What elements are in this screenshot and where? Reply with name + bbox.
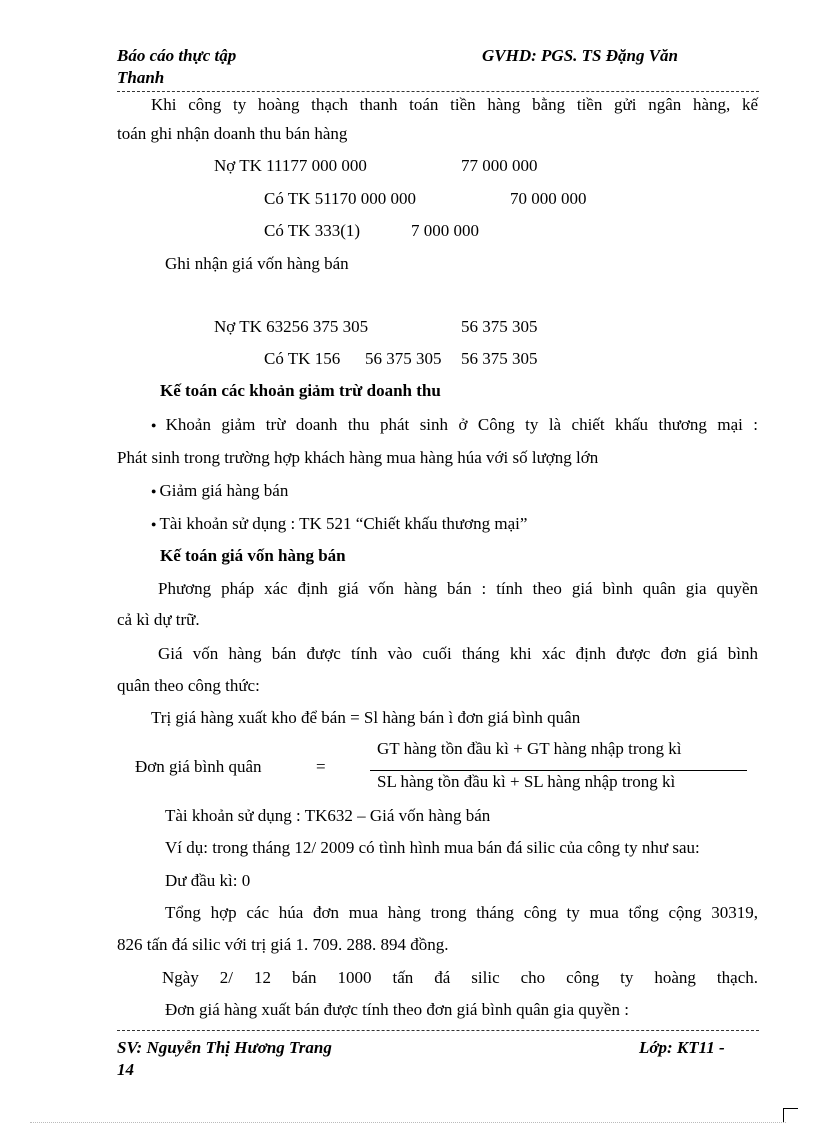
bullet-item	[151, 415, 758, 435]
paragraph-line: Giá vốn hàng bán được tính vào cuối tháng khi xác định được đơn giá bình	[158, 644, 758, 663]
paragraph-line: Phương pháp xác định giá vốn hàng bán : tính theo giá bình quân gia quyền	[158, 579, 758, 598]
bullet-item	[151, 514, 527, 534]
section-heading: Kế toán giá vốn hàng bán	[160, 546, 346, 565]
journal-amount: 56 375 305	[461, 349, 538, 368]
journal-debit: Nợ TK 11177 000 000	[214, 156, 367, 175]
paragraph-line: Dư đầu kì: 0	[165, 871, 251, 890]
header-report-title-cont: Thanh	[117, 68, 165, 87]
page-corner-mark	[783, 1108, 798, 1123]
header-supervisor: GVHD: PGS. TS Đặng Văn	[482, 46, 679, 65]
paragraph-line: toán ghi nhận doanh thu bán hàng	[117, 124, 348, 143]
journal-credit: Có TK 333(1)	[264, 221, 361, 240]
footer-divider	[117, 1030, 759, 1031]
bullet-text: Giảm giá hàng bán	[159, 481, 289, 500]
header-divider	[117, 91, 759, 92]
journal-amount: 56 375 305	[365, 349, 442, 368]
section-heading: Kế toán các khoản giảm trừ doanh thu	[160, 381, 441, 400]
paragraph-line: Ví dụ: trong tháng 12/ 2009 có tình hình mua bán đá silic của công ty như sau:	[165, 838, 700, 857]
paragraph-line: Ngày 2/ 12 bán 1000 tấn đá silic cho công ty hoàng thạch.	[162, 968, 758, 987]
journal-credit: Có TK 156	[264, 349, 341, 368]
journal-amount: 70 000 000	[510, 189, 587, 208]
bullet-text: Tài khoản sử dụng : TK 521 “Chiết khấu thương mại”	[159, 514, 528, 533]
formula-label: Đơn giá bình quân	[135, 757, 262, 776]
formula-numerator: GT hàng tồn đầu kì + GT hàng nhập trong kì	[377, 739, 682, 758]
bullet-text: Khoản giảm trừ doanh thu phát sinh ở Công ty là chiết khấu thương mại :	[165, 415, 758, 434]
paragraph-line: Trị giá hàng xuất kho để bán = Sl hàng bán ì đơn giá bình quân	[151, 708, 581, 727]
paragraph-line: cả kì dự trữ.	[117, 610, 200, 629]
header-report-title: Báo cáo thực tập	[117, 46, 237, 65]
paragraph-line: Tổng hợp các húa đơn mua hàng trong tháng công ty mua tổng cộng 30319,	[165, 903, 758, 922]
footer-class: Lớp: KT11 -	[639, 1038, 725, 1057]
footer-student-cont: 14	[117, 1060, 134, 1079]
paragraph-line: Phát sinh trong trường hợp khách hàng mua hàng húa với số lượng lớn	[117, 448, 599, 467]
paragraph-line: Đơn giá hàng xuất bán được tính theo đơn giá bình quân gia quyền :	[165, 1000, 629, 1019]
paragraph-line: Ghi nhận giá vốn hàng bán	[165, 254, 349, 273]
fraction-bar	[370, 770, 747, 771]
bullet-item	[151, 481, 288, 501]
formula-equals: =	[316, 757, 326, 776]
paragraph-line: Khi công ty hoàng thạch thanh toán tiền hàng bằng tiền gửi ngân hàng, kế	[151, 95, 758, 114]
journal-debit: Nợ TK 63256 375 305	[214, 317, 369, 336]
journal-amount: 77 000 000	[461, 156, 538, 175]
journal-amount: 7 000 000	[411, 221, 479, 240]
footer-student: SV: Nguyễn Thị Hương Trang	[117, 1038, 332, 1057]
paragraph-line: 826 tấn đá silic với trị giá 1. 709. 288. 894 đồng.	[117, 935, 449, 954]
journal-amount: 56 375 305	[461, 317, 538, 336]
formula-denominator: SL hàng tồn đầu kì + SL hàng nhập trong kì	[377, 772, 676, 791]
paragraph-line: Tài khoản sử dụng : TK632 – Giá vốn hàng bán	[165, 806, 491, 825]
paragraph-line: quân theo công thức:	[117, 676, 260, 695]
journal-credit: Có TK 51170 000 000	[264, 189, 417, 208]
